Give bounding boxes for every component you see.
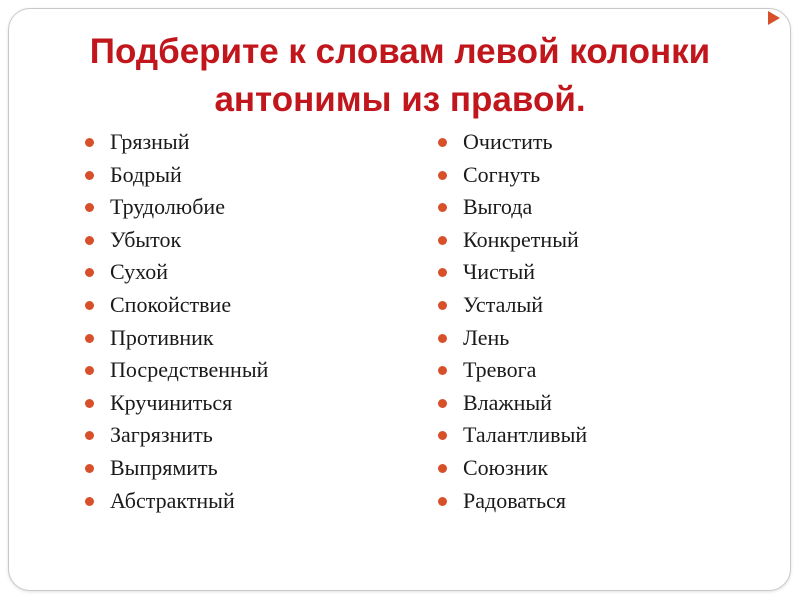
list-item-label: Убыток (110, 226, 182, 252)
list-item-label: Талантливый (463, 422, 588, 448)
bullet-icon (85, 497, 94, 506)
bullet-icon (438, 203, 447, 212)
list-item (84, 387, 268, 420)
list-item (437, 387, 587, 420)
bullet-icon (85, 366, 94, 375)
bullet-icon (85, 203, 94, 212)
bullet-icon (438, 464, 447, 473)
list-item-label: Очистить (463, 129, 553, 154)
bullet-icon (438, 301, 447, 310)
list-item-label: Сухой (110, 259, 169, 285)
right-word-list (437, 126, 587, 517)
list-item (437, 322, 587, 355)
list-item-label: Абстрактный (110, 487, 235, 513)
list-item (437, 485, 587, 518)
list-item-label: Бодрый (110, 161, 182, 187)
corner-triangle-icon (768, 11, 780, 25)
bullet-icon (438, 497, 447, 506)
list-item-label: Союзник (463, 454, 549, 480)
bullet-icon (85, 464, 94, 473)
bullet-icon (438, 138, 447, 147)
list-item (84, 126, 268, 159)
bullet-icon (85, 138, 94, 147)
list-item (84, 191, 268, 224)
list-item-label: Согнуть (463, 161, 541, 187)
list-item (84, 289, 268, 322)
list-item (437, 354, 587, 387)
list-item (437, 126, 587, 159)
bullet-icon (85, 334, 94, 343)
left-word-list (84, 126, 268, 517)
list-item-label: Чистый (463, 259, 536, 285)
list-item (437, 159, 587, 192)
list-item (437, 452, 587, 485)
bullet-icon (438, 399, 447, 408)
list-item-label: Грязный (110, 129, 190, 154)
page-title (0, 28, 800, 124)
bullet-icon (85, 431, 94, 440)
list-item-label: Противник (110, 324, 214, 350)
list-item (84, 256, 268, 289)
list-item-label: Тревога (463, 357, 537, 383)
bullet-icon (438, 236, 447, 245)
list-item-label: Загрязнить (110, 422, 213, 448)
list-item-label: Трудолюбие (110, 194, 225, 220)
bullet-icon (85, 236, 94, 245)
list-item (437, 289, 587, 322)
list-item (437, 191, 587, 224)
title-line-2: антонимы из правой. (214, 80, 586, 119)
list-item (84, 452, 268, 485)
list-item-label: Выгода (463, 194, 533, 220)
bullet-icon (438, 431, 447, 440)
list-item-label: Влажный (463, 389, 552, 415)
list-item-label: Посредственный (110, 357, 269, 383)
bullet-icon (438, 366, 447, 375)
bullet-icon (85, 268, 94, 277)
bullet-icon (438, 268, 447, 277)
bullet-icon (85, 301, 94, 310)
list-item-label: Выпрямить (110, 454, 218, 480)
list-item-label: Кручиниться (110, 389, 233, 415)
bullet-icon (85, 171, 94, 180)
title-line-1: Подберите к словам левой колонки (89, 32, 711, 71)
list-item-label: Лень (463, 324, 510, 350)
list-item-label: Радоваться (463, 487, 567, 513)
list-item (437, 256, 587, 289)
bullet-icon (438, 171, 447, 180)
list-item-label: Усталый (463, 291, 544, 317)
list-item (84, 322, 268, 355)
list-item (84, 224, 268, 257)
list-item (84, 159, 268, 192)
list-item (84, 485, 268, 518)
list-item (437, 419, 587, 452)
list-item (437, 224, 587, 257)
list-item (84, 354, 268, 387)
list-item-label: Спокойствие (110, 291, 232, 317)
list-item (84, 419, 268, 452)
bullet-icon (85, 399, 94, 408)
list-item-label: Конкретный (463, 226, 579, 252)
bullet-icon (438, 334, 447, 343)
